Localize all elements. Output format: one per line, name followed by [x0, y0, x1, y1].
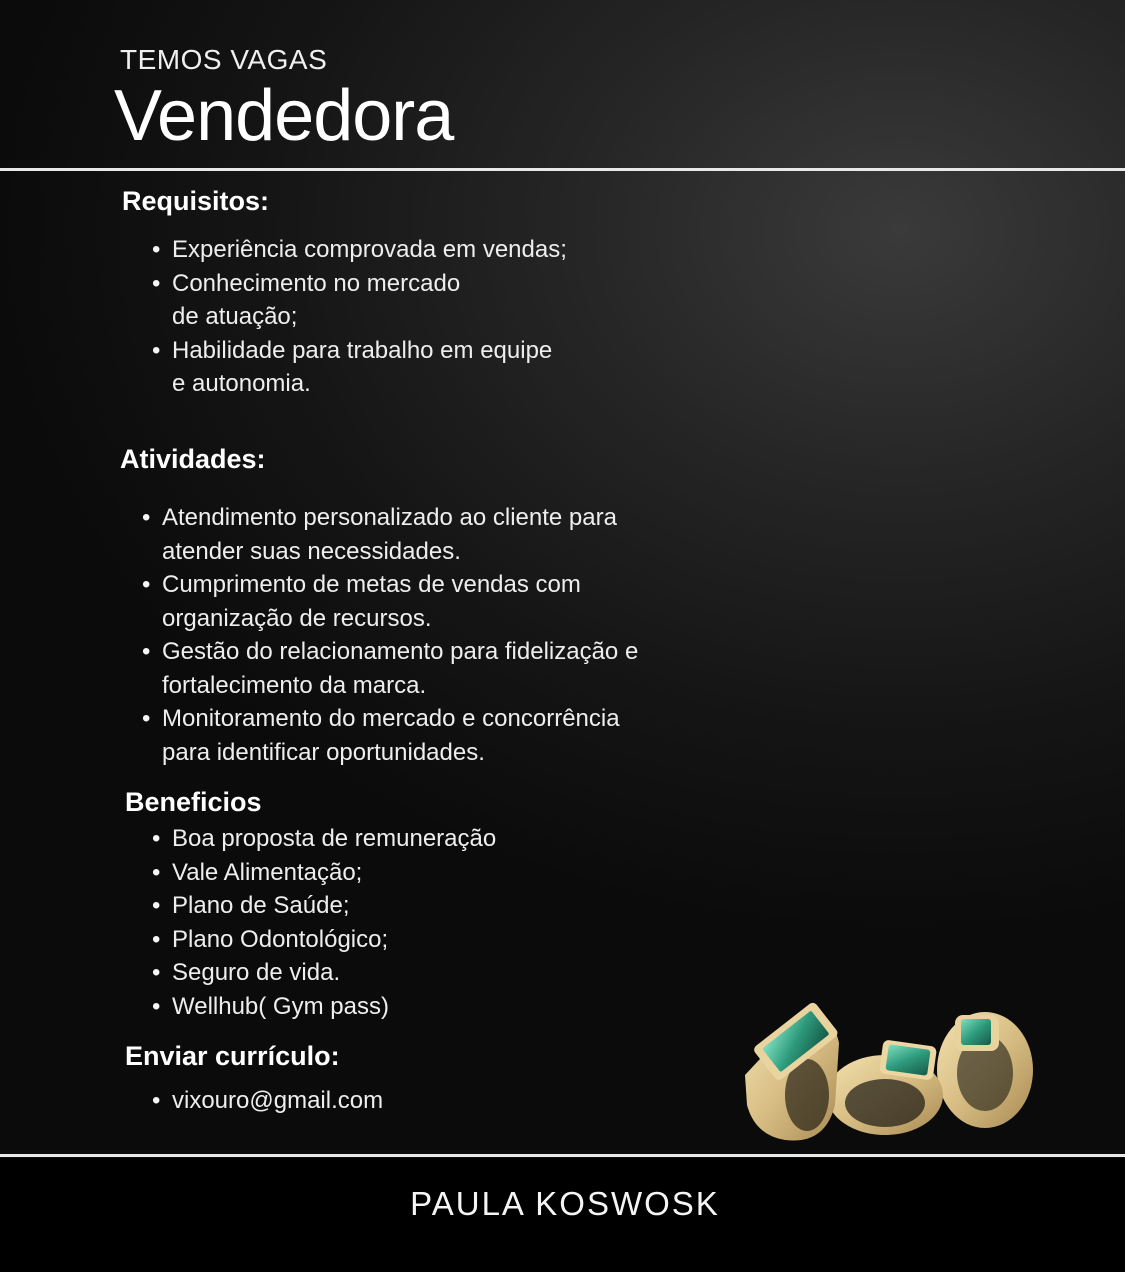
header-kicker: TEMOS VAGAS [120, 44, 328, 75]
requisitos-heading: Requisitos: [122, 186, 270, 216]
atividades-heading: Atividades: [120, 444, 266, 474]
list-item: • Habilidade para trabalho em equipe e autonomia. [122, 334, 572, 401]
beneficios-section [125, 787, 685, 1023]
list-item: • Cumprimento de metas de vendas com organização de recursos. [112, 568, 642, 635]
list-item: • Atendimento personalizado ao cliente para atender suas necessidades. [112, 501, 642, 568]
ring-icon [827, 1039, 943, 1135]
ring-icon [937, 1012, 1033, 1128]
contact-email[interactable]: • vixouro@gmail.com [122, 1084, 685, 1118]
list-item: • Boa proposta de remuneração [122, 822, 685, 856]
page-title: Vendedora [114, 76, 454, 156]
list-item: • Gestão do relacionamento para fidelização e fortalecimento da marca. [112, 635, 642, 702]
contato-heading: Enviar currículo: [125, 1041, 340, 1071]
beneficios-heading: Beneficios [125, 787, 262, 817]
brand-logo: PAULA KOSWOSK [410, 1185, 720, 1222]
rings-illustration [735, 995, 1045, 1150]
list-item: • Plano Odontológico; [122, 923, 685, 957]
ring-icon [745, 1001, 839, 1141]
list-item: • Vale Alimentação; [122, 856, 685, 890]
requisitos-section [122, 186, 682, 401]
top-divider [0, 168, 1125, 171]
list-item: • Wellhub( Gym pass) [122, 990, 685, 1024]
list-item: • Plano de Saúde; [122, 889, 685, 923]
list-item: • Experiência comprovada em vendas; [122, 233, 572, 267]
contato-section [125, 1041, 685, 1118]
atividades-section [120, 444, 680, 769]
list-item: • Monitoramento do mercado e concorrência para identificar oportunidades. [112, 702, 642, 769]
list-item: • Seguro de vida. [122, 956, 685, 990]
bottom-divider [0, 1154, 1125, 1157]
list-item: • Conhecimento no mercado de atuação; [122, 267, 492, 334]
